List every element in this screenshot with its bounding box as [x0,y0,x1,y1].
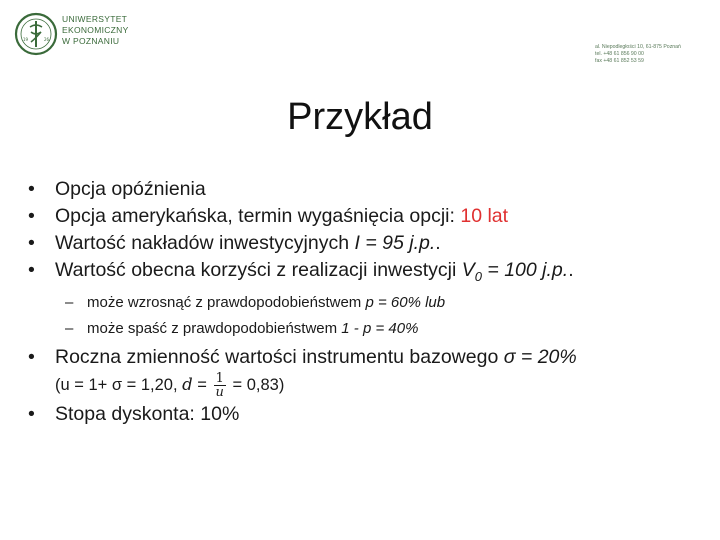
bullet-text: Opcja amerykańska, termin wygaśnięcia opcji: [55,205,461,227]
contact-address: al. Niepodległości 10, 61-875 Poznań [595,44,681,50]
bullet-tail: . [568,259,574,281]
bullet-dot-icon: • [28,232,35,254]
bullet-dot-icon: • [28,205,35,227]
bullet-text: Roczna zmienność wartości instrumentu bazowego [55,345,504,368]
bullet-dot-icon: • [28,403,35,426]
university-logo [14,12,58,56]
formula-equals: = [192,375,212,394]
bullet-subscript: 0 [474,268,482,284]
bullet-item [28,203,708,230]
formula-prefix: (u = 1+ σ = 1,20, [55,375,183,394]
bullet-item [28,257,708,342]
sub-bullet-text: może wzrosnąć z prawdopodobieństwem [87,293,366,311]
sub-bullet-list [55,290,708,342]
sub-bullet-item [55,316,708,342]
slide-title: Przykład [287,96,433,138]
bullet-highlight: 10 lat [460,205,509,227]
bullet-dot-icon: • [28,345,35,368]
sub-bullet-italic: 1 - p = 40% [341,319,419,337]
sub-bullet-item [55,290,708,316]
contact-fax: fax +48 61 852 53 59 [595,58,644,64]
formula-fraction [214,372,226,399]
bullet-dot-icon: • [28,259,35,281]
bullet-tail: . [435,232,441,254]
bullet-text: Wartość obecna korzyści z realizacji inwestycji [55,259,462,281]
contact-info [595,44,681,65]
fraction-denominator: u [215,385,224,401]
fraction-numerator: 1 [214,372,226,386]
bullet-text: Stopa dyskonta: 10% [55,403,240,426]
dash-icon: – [65,293,74,311]
bullet-italic: = 100 j.p. [481,259,569,281]
formula-variable: d [182,374,193,394]
sub-bullet-italic: p = 60% lub [365,293,446,311]
bullet-item [28,176,708,203]
svg-text:26: 26 [44,37,50,42]
bullet-text: Opcja opóźnienia [55,178,206,200]
svg-text:19: 19 [23,37,29,42]
university-name-line: EKONOMICZNY [62,25,129,35]
bullet-item [28,344,708,371]
bullet-dot-icon: • [28,178,35,200]
university-name [62,14,129,47]
bullet-item [28,230,708,257]
bullet-continuation [28,371,708,399]
sub-bullet-text: może spaść z prawdopodobieństwem [87,319,342,337]
bullet-italic: I = 95 j.p. [354,232,436,254]
university-name-line: W POZNANIU [62,36,120,46]
bullet-text: Wartość nakładów inwestycyjnych [55,232,355,254]
university-name-line: UNIWERSYTET [62,14,128,24]
bullet-italic: σ = 20% [503,345,577,368]
bullet-italic: V [461,259,475,281]
dash-icon: – [65,319,74,337]
formula-suffix: = 0,83) [227,375,285,394]
bullet-item [28,401,708,428]
contact-phone: tel. +48 61 856 90 00 [595,51,644,57]
bullet-list [28,176,708,428]
